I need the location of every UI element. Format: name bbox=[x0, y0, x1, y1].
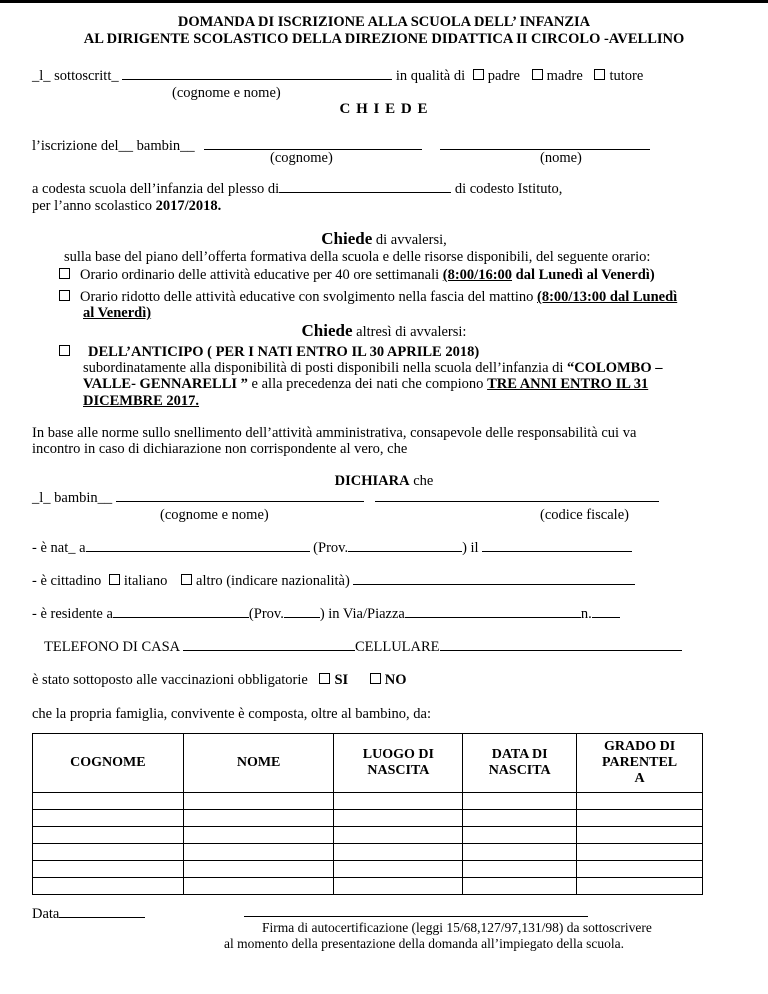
vaccine-yes-label: SI bbox=[334, 672, 349, 688]
table-cell[interactable] bbox=[463, 827, 577, 844]
applicant-name-field[interactable] bbox=[122, 79, 392, 80]
table-cell[interactable] bbox=[183, 844, 334, 861]
citizenship-row bbox=[32, 573, 635, 590]
schedule-option-2-hours: (8:00/13:00 dal Lunedì bbox=[537, 289, 678, 305]
schedule-option-1 bbox=[59, 267, 655, 284]
schedule-option-1-hours: (8:00/16:00 bbox=[442, 267, 513, 283]
child-name-caption: (cognome e nome) bbox=[160, 507, 269, 523]
schedule-option-1-days: dal Lunedì al Venerdì) bbox=[515, 267, 655, 283]
resident-prefix: - è residente a bbox=[32, 606, 113, 622]
resident-prov-label: (Prov. bbox=[248, 606, 284, 622]
anticipo-line-1-text: subordinatamente alla disponibilità di posti disponibili nella scuola dell’infanzia di bbox=[83, 360, 564, 376]
date-label: Data bbox=[32, 906, 60, 922]
table-cell[interactable] bbox=[33, 793, 184, 810]
role-madre-label: madre bbox=[546, 68, 583, 84]
school-row bbox=[32, 181, 562, 198]
signature-caption-2: al momento della presentazione della domanda all’impiegato della scuola. bbox=[224, 936, 624, 951]
child-surname-caption: (cognome) bbox=[270, 150, 333, 166]
anticipo-school-name-2: VALLE- GENNARELLI ” bbox=[83, 376, 248, 392]
family-table-header bbox=[33, 734, 703, 793]
applicant-name-caption: (cognome e nome) bbox=[172, 85, 281, 101]
schedule-heading-bold: Chiede bbox=[321, 229, 373, 248]
table-cell[interactable] bbox=[33, 844, 184, 861]
table-row bbox=[33, 827, 703, 844]
applicant-row bbox=[32, 68, 643, 85]
table-cell[interactable] bbox=[463, 793, 577, 810]
born-prefix: - è nat_ a bbox=[32, 540, 86, 556]
role-intro: in qualità di bbox=[395, 68, 466, 84]
table-cell[interactable] bbox=[183, 810, 334, 827]
col-header-data-nascita: DATA DI NASCITA bbox=[463, 734, 577, 793]
col-header-luogo-nascita: LUOGO DI NASCITA bbox=[334, 734, 463, 793]
table-cell[interactable] bbox=[463, 878, 577, 895]
schedule-option-1-checkbox[interactable] bbox=[59, 268, 70, 279]
table-cell[interactable] bbox=[577, 793, 703, 810]
resident-number-label: n. bbox=[580, 606, 592, 622]
schedule-heading bbox=[0, 229, 768, 249]
dichiara-heading bbox=[0, 473, 768, 490]
year-prefix: per l’anno scolastico bbox=[32, 198, 152, 214]
family-intro: che la propria famiglia, convivente è composta, oltre al bambino, da: bbox=[32, 706, 432, 722]
dichiara-heading-rest: che bbox=[413, 473, 434, 489]
phone-label: TELEFONO DI CASA bbox=[44, 639, 180, 655]
role-padre-checkbox[interactable] bbox=[473, 69, 484, 80]
school-year: 2017/2018. bbox=[155, 198, 222, 214]
table-cell[interactable] bbox=[183, 793, 334, 810]
child-prefix: _l_ bambin__ bbox=[32, 490, 113, 506]
child-firstname-caption: (nome) bbox=[540, 150, 582, 166]
child-row bbox=[32, 490, 659, 507]
date-row bbox=[32, 906, 145, 923]
date-field[interactable] bbox=[59, 917, 145, 918]
role-tutore-label: tutore bbox=[609, 68, 644, 84]
birth-prov-label: (Prov. bbox=[313, 540, 349, 556]
table-cell[interactable] bbox=[334, 810, 463, 827]
schedule-intro: sulla base del piano dell’offerta formativa della scuola e delle risorse disponibili, del seguente orario: bbox=[64, 249, 651, 265]
birth-prov-field[interactable] bbox=[348, 551, 462, 552]
anticipo-heading bbox=[0, 321, 768, 341]
table-row bbox=[33, 844, 703, 861]
citizen-altro-checkbox[interactable] bbox=[181, 574, 192, 585]
fiscal-code-caption: (codice fiscale) bbox=[540, 507, 629, 523]
anticipo-line-1 bbox=[83, 360, 663, 377]
birth-date-field[interactable] bbox=[482, 551, 632, 552]
table-cell[interactable] bbox=[334, 827, 463, 844]
birth-date-label: ) il bbox=[462, 540, 479, 556]
schedule-option-2-checkbox[interactable] bbox=[59, 290, 70, 301]
anticipo-line-2-text: e alla precedenza dei nati che compiono bbox=[251, 376, 484, 392]
anticipo-heading-bold: Chiede bbox=[301, 321, 353, 340]
anticipo-checkbox[interactable] bbox=[59, 345, 70, 356]
schedule-option-2-days: al Venerdì) bbox=[83, 305, 152, 321]
table-cell[interactable] bbox=[334, 793, 463, 810]
signature-caption-1: Firma di autocertificazione (leggi 15/68,127/97,131/98) da sottoscrivere bbox=[262, 920, 652, 935]
table-row bbox=[33, 793, 703, 810]
residence-street-field[interactable] bbox=[405, 617, 581, 618]
chiede-heading: C H I E D E bbox=[339, 101, 429, 117]
fiscal-code-field[interactable] bbox=[375, 501, 659, 502]
anticipo-deadline: TRE ANNI ENTRO IL 31 bbox=[487, 376, 649, 392]
norme-line-2: incontro in caso di dichiarazione non corrispondente al vero, che bbox=[32, 441, 408, 457]
family-table bbox=[32, 733, 703, 895]
schedule-option-1-text: Orario ordinario delle attività educative per 40 ore settimanali bbox=[80, 267, 440, 283]
birthplace-field[interactable] bbox=[86, 551, 310, 552]
top-border bbox=[0, 0, 768, 3]
citizen-italiano-checkbox[interactable] bbox=[109, 574, 120, 585]
signature-line[interactable] bbox=[244, 916, 588, 917]
plesso-field[interactable] bbox=[279, 192, 451, 193]
child-name-field[interactable] bbox=[116, 501, 364, 502]
vaccine-row bbox=[32, 672, 407, 689]
anticipo-title: DELL’ANTICIPO ( PER I NATI ENTRO IL 30 APRILE 2018) bbox=[88, 344, 480, 360]
table-cell[interactable] bbox=[334, 878, 463, 895]
citizen-altro-label: altro (indicare nazionalità) bbox=[196, 573, 350, 589]
table-cell[interactable] bbox=[577, 844, 703, 861]
residence-prov-field[interactable] bbox=[284, 617, 320, 618]
table-cell[interactable] bbox=[183, 878, 334, 895]
anticipo-line-2 bbox=[83, 376, 648, 393]
table-cell[interactable] bbox=[577, 861, 703, 878]
school-line-end: di codesto Istituto, bbox=[454, 181, 563, 197]
table-row bbox=[33, 878, 703, 895]
form-title-line2: AL DIRIGENTE SCOLASTICO DELLA DIREZIONE DIDATTICA II CIRCOLO -AVELLINO bbox=[83, 31, 685, 47]
nationality-field[interactable] bbox=[353, 584, 635, 585]
table-cell[interactable] bbox=[577, 810, 703, 827]
citizen-italiano-label: italiano bbox=[123, 573, 168, 589]
enrollment-prefix: l’iscrizione del__ bambin__ bbox=[32, 138, 195, 154]
schedule-option-2-text: Orario ridotto delle attività educative con svolgimento nella fascia del mattino bbox=[80, 289, 534, 305]
table-cell[interactable] bbox=[463, 810, 577, 827]
col-header-grado-parentela: GRADO DI PARENTEL A bbox=[577, 734, 703, 793]
table-cell[interactable] bbox=[463, 861, 577, 878]
vaccine-yes-checkbox[interactable] bbox=[319, 673, 330, 684]
home-phone-field[interactable] bbox=[183, 650, 355, 651]
role-madre-checkbox[interactable] bbox=[532, 69, 543, 80]
col-header-cognome: COGNOME bbox=[33, 734, 184, 793]
dichiara-heading-bold: DICHIARA bbox=[334, 473, 410, 489]
table-cell[interactable] bbox=[33, 878, 184, 895]
phone-row bbox=[44, 639, 682, 656]
norme-line-1: In base alle norme sullo snellimento dell’attività amministrativa, consapevole delle responsabilità cui va bbox=[32, 425, 637, 441]
table-cell[interactable] bbox=[577, 878, 703, 895]
table-cell[interactable] bbox=[334, 844, 463, 861]
role-tutore-checkbox[interactable] bbox=[594, 69, 605, 80]
form-title-line1: DOMANDA DI ISCRIZIONE ALLA SCUOLA DELL’ INFANZIA bbox=[177, 14, 591, 30]
vaccine-no-checkbox[interactable] bbox=[370, 673, 381, 684]
anticipo-school-name: “COLOMBO – bbox=[567, 360, 663, 376]
anticipo-option bbox=[59, 344, 479, 361]
table-cell[interactable] bbox=[183, 827, 334, 844]
table-cell[interactable] bbox=[183, 861, 334, 878]
table-cell[interactable] bbox=[33, 827, 184, 844]
table-cell[interactable] bbox=[33, 810, 184, 827]
anticipo-heading-rest: altresì di avvalersi: bbox=[356, 324, 467, 340]
vaccine-text: è stato sottoposto alle vaccinazioni obbligatorie bbox=[32, 672, 308, 688]
table-cell[interactable] bbox=[33, 861, 184, 878]
applicant-prefix: _l_ sottoscritt_ bbox=[32, 68, 119, 84]
schedule-heading-rest: di avvalersi, bbox=[375, 232, 447, 248]
col-header-nome: NOME bbox=[183, 734, 334, 793]
vaccine-no-label: NO bbox=[384, 672, 407, 688]
year-row bbox=[32, 198, 221, 215]
school-line-start: a codesta scuola dell’infanzia del plesso di bbox=[32, 181, 280, 197]
table-cell[interactable] bbox=[334, 861, 463, 878]
table-row bbox=[33, 810, 703, 827]
citizen-prefix: - è cittadino bbox=[32, 573, 102, 589]
table-row bbox=[33, 861, 703, 878]
resident-street-label: ) in Via/Piazza bbox=[319, 606, 405, 622]
mobile-label: CELLULARE bbox=[354, 639, 440, 655]
table-cell[interactable] bbox=[463, 844, 577, 861]
schedule-option-2 bbox=[59, 289, 677, 306]
residence-row bbox=[32, 606, 620, 623]
role-padre-label: padre bbox=[487, 68, 520, 84]
mobile-phone-field[interactable] bbox=[440, 650, 682, 651]
residence-city-field[interactable] bbox=[113, 617, 249, 618]
anticipo-line-3: DICEMBRE 2017. bbox=[83, 393, 200, 409]
table-cell[interactable] bbox=[577, 827, 703, 844]
residence-number-field[interactable] bbox=[592, 617, 620, 618]
birth-row bbox=[32, 540, 632, 557]
